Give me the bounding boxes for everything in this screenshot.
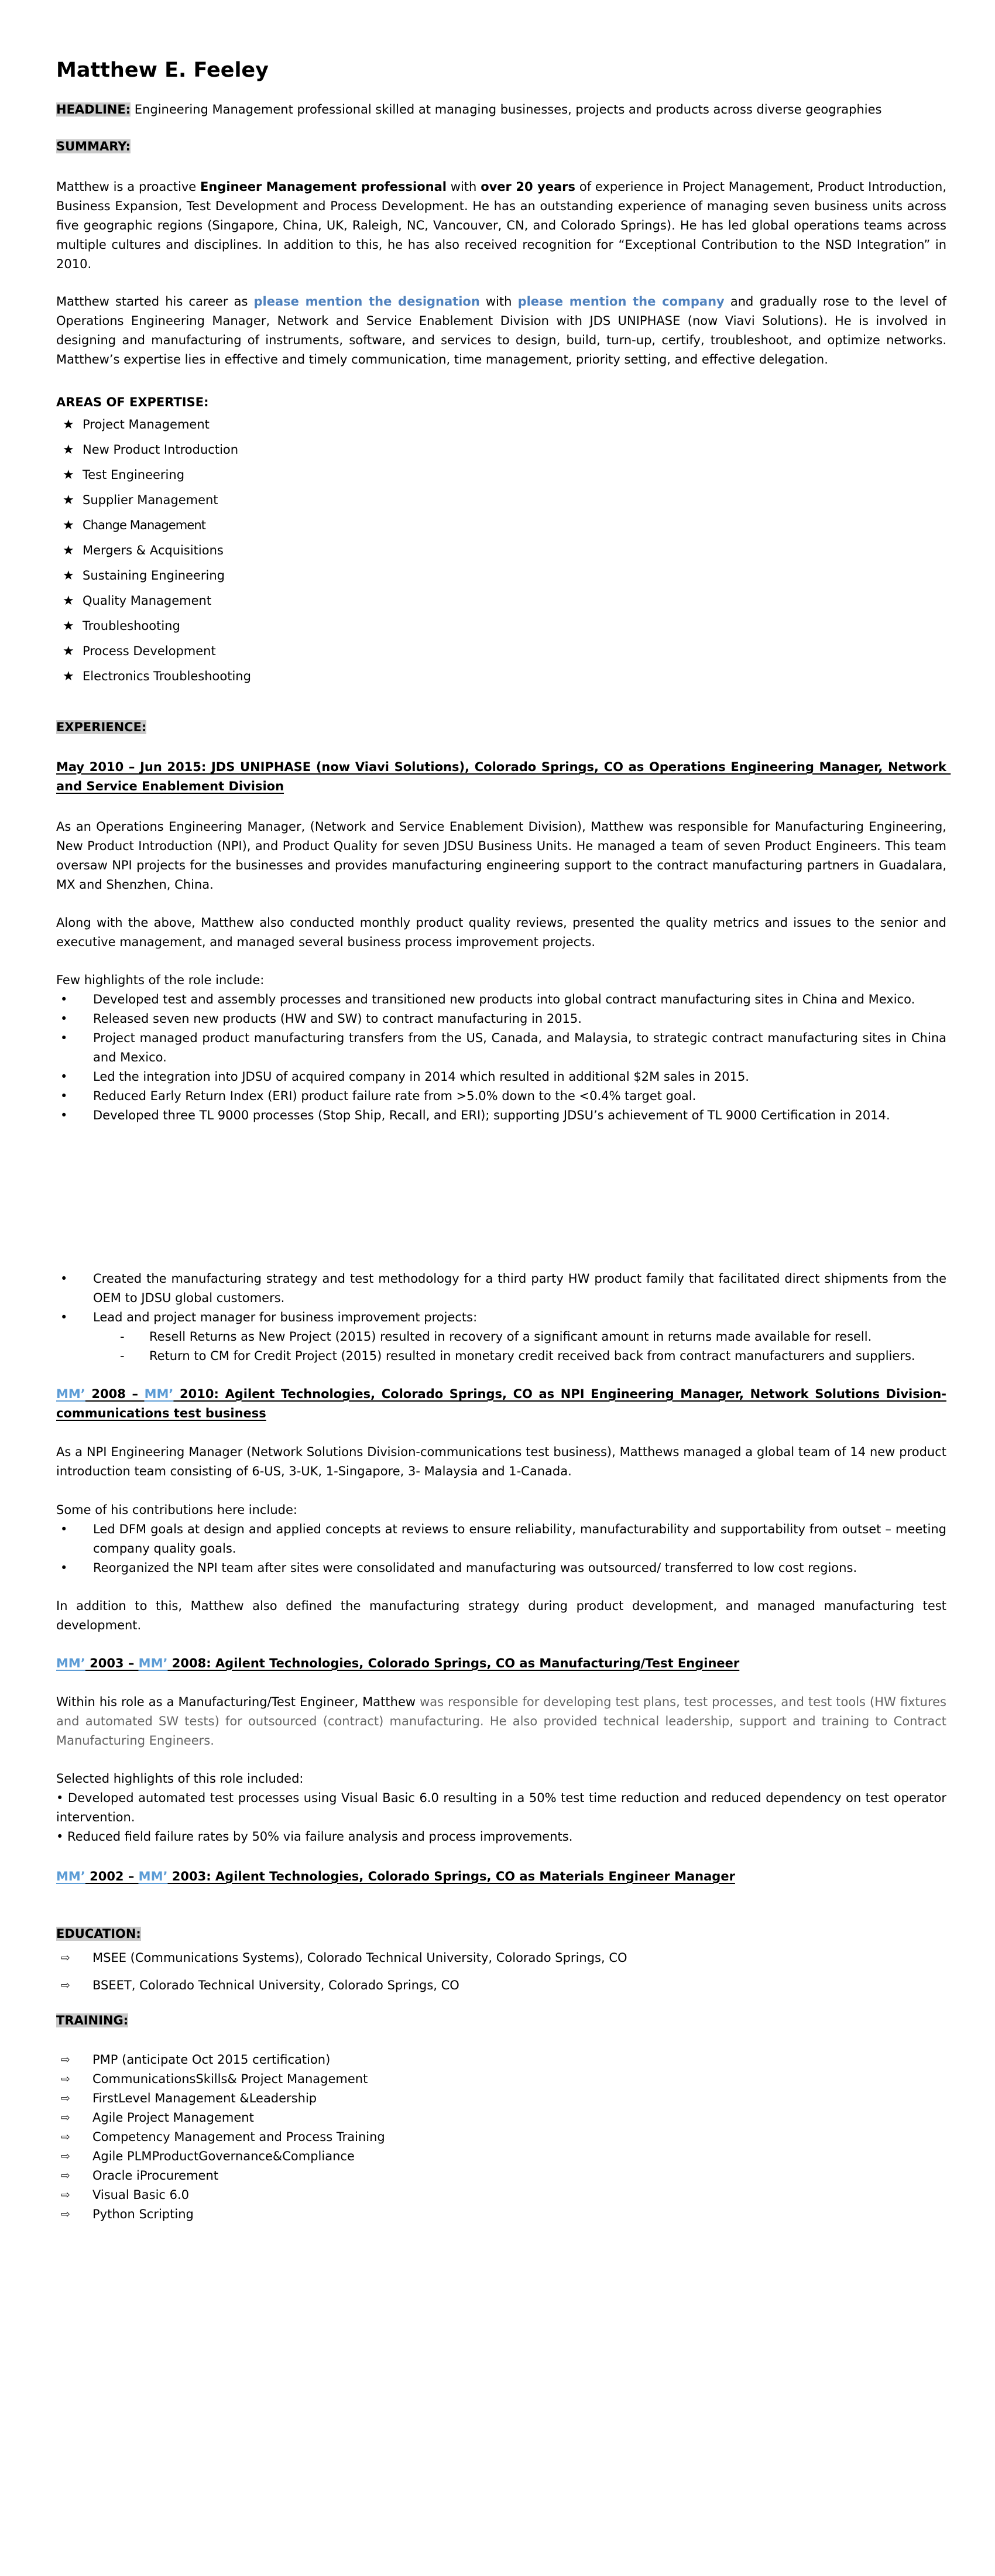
expertise-label: Process Development — [83, 644, 216, 658]
expertise-label: Sustaining Engineering — [83, 568, 225, 583]
bullet-disc-icon: • — [60, 1522, 68, 1536]
education-label: EDUCATION: — [56, 1927, 141, 1941]
job3-inline-bullet-1: • Developed automated test processes using Visual Basic 6.0 resulting in a 50% test time reduction and reduced dependency on test operator intervention. — [56, 1791, 946, 1824]
arrow-icon: ⇨ — [61, 2150, 70, 2163]
text-run: please mention the company — [517, 294, 725, 309]
summary-paragraph-1 — [56, 177, 951, 274]
arrow-icon: ⇨ — [61, 2169, 70, 2182]
training-text: CommunicationsSkills& Project Management — [92, 2072, 368, 2086]
dash-icon: - — [120, 1330, 125, 1344]
bullet-text: Developed three TL 9000 processes (Stop Ship, Recall, and ERI); supporting JDSU’s achievement of TL 9000 Certification in 2014. — [93, 1108, 890, 1122]
sub-bullet-text: Return to CM for Credit Project (2015) resulted in monetary credit received back from contract manufacturers and suppliers. — [149, 1349, 915, 1363]
experience-label: EXPERIENCE: — [56, 720, 147, 734]
text-run: MM’ — [138, 1656, 168, 1670]
bullet-text: Lead and project manager for business improvement projects: — [93, 1310, 478, 1324]
arrow-icon: ⇨ — [61, 1979, 70, 1992]
bullet-disc-icon: • — [60, 1561, 68, 1575]
text-run: Within his role as a Manufacturing/Test Engineer, Matthew — [56, 1695, 420, 1709]
text-run: MM’ — [56, 1387, 85, 1401]
job4-title — [56, 1867, 946, 1886]
text-run: 2002 – — [85, 1869, 139, 1883]
expertise-item — [56, 538, 946, 563]
training-label: TRAINING: — [56, 2013, 129, 2027]
training-text: PMP (anticipate Oct 2015 certification) — [92, 2053, 331, 2067]
training-text: Visual Basic 6.0 — [92, 2188, 190, 2202]
text-run: of experience in Project Management, Product Introduction, Business Expansion, Test Development and Process Development. He has an outstanding experience of managing seven business units across five geographic regions (Singapore, China, UK, Raleigh, NC, Vancouver, CN, and Colorado Springs). He has led global operations teams across multiple cultures and disciplines. In addition to this, he has also received recognition for “Exceptional Contribution to the NSD Integration” in 2010. — [56, 180, 951, 271]
expertise-item — [56, 664, 946, 689]
expertise-item — [56, 588, 946, 614]
summary-paragraph-2 — [56, 292, 951, 369]
expertise-label: Project Management — [83, 417, 210, 431]
star-icon: ★ — [63, 443, 74, 457]
section-heading-training — [56, 2011, 946, 2030]
star-icon: ★ — [63, 568, 74, 583]
star-icon: ★ — [63, 417, 74, 432]
training-text: Competency Management and Process Training — [92, 2130, 385, 2144]
expertise-item — [56, 463, 946, 488]
expertise-label: New Product Introduction — [83, 443, 239, 457]
job2-contributions-intro: Some of his contributions here include: — [56, 1503, 297, 1517]
text-run: MM’ — [56, 1869, 85, 1883]
expertise-item — [56, 513, 946, 538]
education-text: BSEET, Colorado Technical University, Colorado Springs, CO — [92, 1978, 459, 1992]
training-text: FirstLevel Management &Leadership — [92, 2091, 317, 2105]
document-content — [56, 0, 951, 2224]
bullet-disc-icon: • — [60, 1108, 68, 1122]
bullet-item — [56, 1520, 946, 1558]
text-run: Engineer Management professional — [200, 180, 447, 194]
star-icon: ★ — [63, 543, 74, 558]
expertise-label: Mergers & Acquisitions — [83, 543, 224, 557]
training-text: Python Scripting — [92, 2207, 194, 2221]
training-item — [56, 2050, 946, 2070]
text-run: 2010: Agilent Technologies, Colorado Springs, CO as NPI Engineering Manager, Network Solutions Division-communications test business — [56, 1387, 946, 1420]
expertise-label: Quality Management — [83, 594, 212, 608]
training-item — [56, 2070, 946, 2089]
bullet-disc-icon: • — [60, 1310, 68, 1324]
training-item — [56, 2205, 946, 2224]
star-icon: ★ — [63, 493, 74, 508]
expertise-label: Supplier Management — [83, 493, 218, 507]
bullet-item — [56, 1269, 946, 1308]
training-item — [56, 2128, 946, 2147]
expertise-item — [56, 488, 946, 513]
expertise-item — [56, 563, 946, 588]
job3-paragraph-1 — [56, 1693, 951, 1751]
bullet-text: Project managed product manufacturing transfers from the US, Canada, and Malaysia, to strategic contract manufacturing sites in China and Mexico. — [93, 1031, 946, 1064]
star-icon: ★ — [63, 518, 74, 533]
text-run: Matthew started his career as — [56, 294, 254, 309]
bullet-text: Led the integration into JDSU of acquired company in 2014 which resulted in additional $2M sales in 2015. — [93, 1070, 749, 1084]
text-run: please mention the designation — [253, 294, 480, 309]
bullet-text: Developed test and assembly processes and transitioned new products into global contract manufacturing sites in China and Mexico. — [93, 992, 915, 1006]
job2-bullet-list — [56, 1520, 946, 1578]
bullet-disc-icon: • — [60, 1089, 68, 1103]
text-run: HEADLINE: — [56, 102, 131, 117]
job2-paragraph-1: As a NPI Engineering Manager (Network Solutions Division-communications test business), Matthews managed a global team of 14 new product introduction team consisting of 6-US, 3-UK, 1-Singapore, 3- Malaysia and 1-Canada. — [56, 1445, 946, 1478]
training-item — [56, 2089, 946, 2108]
headline-paragraph — [56, 100, 946, 119]
expertise-label: Electronics Troubleshooting — [83, 669, 251, 683]
text-run: MM’ — [56, 1656, 85, 1670]
arrow-icon: ⇨ — [61, 2111, 70, 2124]
expertise-label: Troubleshooting — [83, 619, 180, 633]
training-text: Agile Project Management — [92, 2111, 254, 2125]
dash-icon: - — [120, 1349, 125, 1363]
text-run: MM’ — [138, 1869, 168, 1883]
bullet-text: Reduced Early Return Index (ERI) product failure rate from >5.0% down to the <0.4% target goal. — [93, 1089, 696, 1103]
text-run: with — [446, 180, 481, 194]
bullet-text: Released seven new products (HW and SW) to contract manufacturing in 2015. — [93, 1012, 582, 1026]
sub-bullet-text: Resell Returns as New Project (2015) resulted in recovery of a significant amount in returns made available for resell. — [149, 1330, 872, 1344]
bullet-item — [56, 1029, 946, 1067]
training-item — [56, 2166, 946, 2186]
arrow-icon: ⇨ — [61, 2188, 70, 2201]
bullet-item — [56, 1558, 946, 1578]
sub-bullet-item — [56, 1327, 946, 1347]
text-run: 2003: Agilent Technologies, Colorado Springs, CO as Materials Engineer Manager — [167, 1869, 735, 1883]
expertise-item — [56, 639, 946, 664]
arrow-icon: ⇨ — [61, 1951, 70, 1964]
bullet-disc-icon: • — [60, 992, 68, 1006]
bullet-item — [56, 1106, 946, 1125]
text-run: was responsible for developing test plans, test processes, and test tools (HW fixtures and automated SW tests) for outsourced (contract) manufacturing. He also provided technical leadership, support and training to Contract Manufacturing Engineers. — [56, 1695, 951, 1748]
job1-paragraph-2: Along with the above, Matthew also conducted monthly product quality reviews, presented the quality metrics and issues to the senior and executive management, and managed several business process improvement projects. — [56, 916, 946, 949]
star-icon: ★ — [63, 669, 74, 684]
summary-label: SUMMARY: — [56, 139, 131, 153]
training-item — [56, 2186, 946, 2205]
job2-paragraph-2: In addition to this, Matthew also defined the manufacturing strategy during product development, and managed manufacturing test development. — [56, 1599, 946, 1632]
education-list — [56, 1948, 946, 1995]
expertise-item — [56, 614, 946, 639]
training-item — [56, 2108, 946, 2128]
job3-highlights-intro: Selected highlights of this role included: — [56, 1772, 304, 1786]
bullet-disc-icon: • — [60, 1070, 68, 1084]
education-item — [56, 1948, 946, 1968]
bullet-item — [56, 990, 946, 1009]
job1-highlights-intro: Few highlights of the role include: — [56, 973, 265, 987]
training-text: Oracle iProcurement — [92, 2169, 219, 2183]
training-list — [56, 2050, 946, 2224]
text-run: 2008: Agilent Technologies, Colorado Springs, CO as Manufacturing/Test Engineer — [167, 1656, 740, 1670]
expertise-label: Change Management — [83, 518, 206, 532]
training-item — [56, 2147, 946, 2166]
text-run: MM’ — [144, 1387, 174, 1401]
text-run: and gradually rose to the level of Operations Engineering Manager, Network and Service Enablement Division with JDS UNIPHASE (now Viavi Solutions). He is involved in designing and manufacturing of instruments, software, and services to design, build, turn-up, certify, troubleshoot, and optimize networks. Matthew’s expertise lies in effective and timely communication, time management, priority setting, and effective delegation. — [56, 294, 951, 366]
bullet-text: Created the manufacturing strategy and test methodology for a third party HW product family that facilitated direct shipments from the OEM to JDSU global customers. — [93, 1272, 946, 1305]
bullet-disc-icon: • — [60, 1012, 68, 1026]
star-icon: ★ — [63, 619, 74, 633]
bullet-disc-icon: • — [60, 1031, 68, 1045]
section-heading-experience — [56, 718, 946, 737]
text-run: 2008 – — [85, 1387, 145, 1401]
training-text: Agile PLMProductGovernance&Compliance — [92, 2149, 355, 2163]
arrow-icon: ⇨ — [61, 2130, 70, 2143]
bullet-item — [56, 1087, 946, 1106]
job1-title — [56, 758, 951, 796]
job1-bullet-list-2 — [56, 1269, 946, 1366]
text-run: Matthew is a proactive — [56, 180, 200, 194]
text-run: with — [479, 294, 518, 309]
job1-bullet-list — [56, 990, 946, 1125]
expertise-item — [56, 437, 946, 463]
education-item — [56, 1976, 946, 1995]
expertise-list — [56, 412, 946, 689]
text-run: 2003 – — [85, 1656, 139, 1670]
arrow-icon: ⇨ — [61, 2053, 70, 2066]
section-heading-expertise: AREAS OF EXPERTISE: — [56, 395, 209, 409]
text-run: May 2010 – Jun 2015: JDS UNIPHASE (now Viavi Solutions), Colorado Springs, CO as Operations Engineering Manager, Network and Service Enablement Division — [56, 760, 951, 793]
arrow-icon: ⇨ — [61, 2092, 70, 2105]
sub-bullet-item — [56, 1347, 946, 1366]
expertise-label: Test Engineering — [83, 468, 185, 482]
job2-title — [56, 1385, 946, 1423]
star-icon: ★ — [63, 644, 74, 659]
text-run: over 20 years — [481, 180, 576, 194]
section-heading-education — [56, 1924, 946, 1944]
person-name: Matthew E. Feeley — [56, 59, 269, 82]
job1-paragraph-1: As an Operations Engineering Manager, (Network and Service Enablement Division), Matthew was responsible for Manufacturing Engineering, New Product Introduction (NPI), and Product Quality for seven JDSU Business Units. He managed a team of seven Product Engineers. This team oversaw NPI projects for the businesses and provides manufacturing engineering support to the contract manufacturing partners in Guadalara, MX and Shenzhen, China. — [56, 820, 946, 892]
bullet-text: Reorganized the NPI team after sites were consolidated and manufacturing was outsourced/ transferred to low cost regions. — [93, 1561, 857, 1575]
bullet-disc-icon: • — [60, 1272, 68, 1286]
arrow-icon: ⇨ — [61, 2073, 70, 2085]
job3-inline-bullet-2: • Reduced field failure rates by 50% via failure analysis and process improvements. — [56, 1830, 573, 1844]
bullet-item — [56, 1308, 946, 1327]
star-icon: ★ — [63, 594, 74, 608]
text-run: Engineering Management professional skilled at managing businesses, projects and products across diverse geographies — [131, 102, 882, 117]
bullet-item — [56, 1009, 946, 1029]
arrow-icon: ⇨ — [61, 2208, 70, 2221]
section-heading-summary — [56, 137, 946, 156]
expertise-item — [56, 412, 946, 437]
star-icon: ★ — [63, 468, 74, 482]
education-text: MSEE (Communications Systems), Colorado Technical University, Colorado Springs, CO — [92, 1951, 627, 1965]
bullet-text: Led DFM goals at design and applied concepts at reviews to ensure reliability, manufacturability and supportability from outset – meeting company quality goals. — [93, 1522, 946, 1556]
bullet-item — [56, 1067, 946, 1087]
job3-title — [56, 1654, 946, 1673]
